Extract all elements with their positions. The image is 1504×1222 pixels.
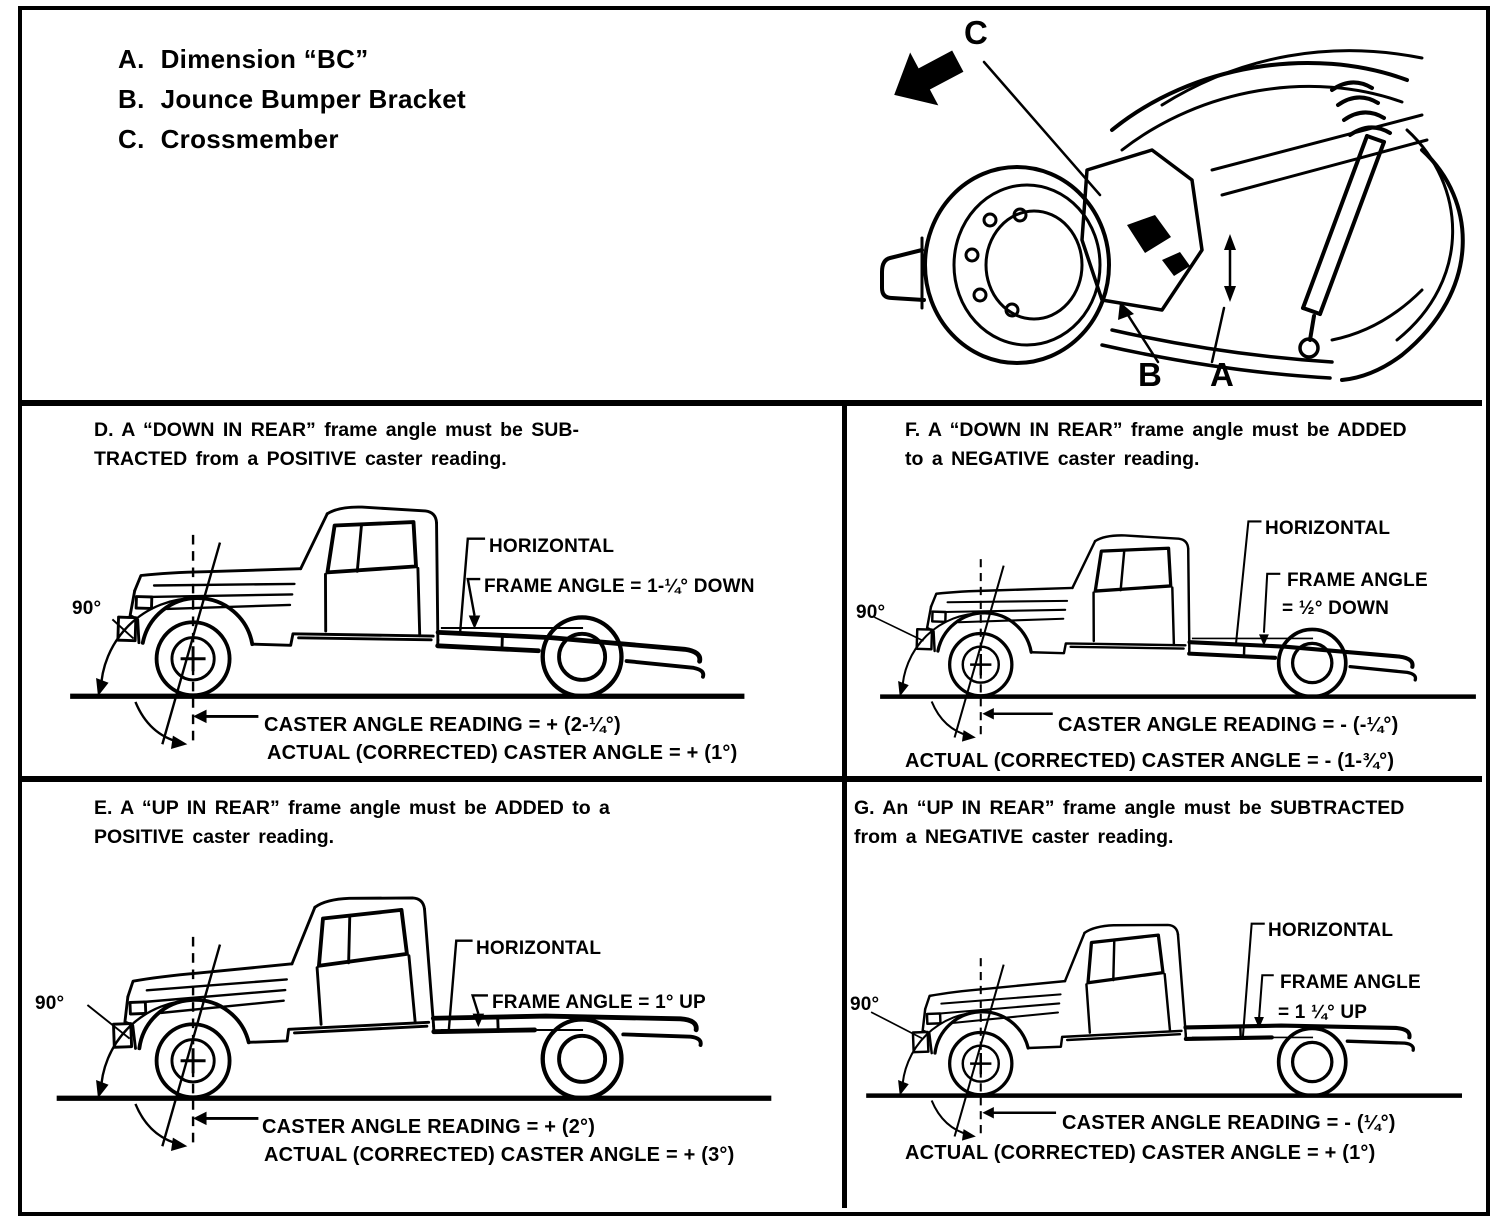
horizontal-label: HORIZONTAL	[1265, 518, 1391, 539]
quadrant-d	[24, 410, 840, 774]
suspension-illustration	[862, 10, 1487, 395]
actual-caster-label: ACTUAL (CORRECTED) CASTER ANGLE = + (1°)	[267, 742, 738, 764]
legend-item	[118, 124, 466, 155]
frame-angle-value: = ½° DOWN	[1282, 598, 1390, 619]
actual-caster-label: ACTUAL (CORRECTED) CASTER ANGLE = - (1-¾°)	[905, 750, 1395, 772]
legend-letter: A.	[118, 44, 145, 74]
quadrant-g	[850, 786, 1496, 1210]
horizontal-label: HORIZONTAL	[489, 536, 615, 557]
spindle	[882, 250, 924, 300]
legend-item	[118, 84, 466, 115]
direction-arrow-icon	[880, 35, 972, 122]
frame-angle-label: FRAME ANGLE	[1280, 972, 1421, 993]
horizontal-divider	[22, 400, 1482, 406]
shock-absorber	[1303, 136, 1367, 308]
horizontal-leader	[1236, 521, 1261, 642]
caster-reading-label: CASTER ANGLE READING = + (2-¼°)	[264, 714, 621, 736]
actual-caster-label: ACTUAL (CORRECTED) CASTER ANGLE = + (3°)	[264, 1144, 735, 1166]
frame-angle-leader	[1259, 975, 1274, 1018]
legend-label: Jounce Bumper Bracket	[160, 84, 467, 114]
horizontal-label: HORIZONTAL	[476, 938, 602, 959]
leader-c	[984, 62, 1100, 195]
quadrant-heading	[905, 416, 1407, 474]
heading-line-1: F. A “DOWN IN REAR” frame angle must be ADDED	[905, 419, 1407, 441]
frame-angle-leader	[1264, 574, 1280, 633]
frame-angle-leader	[473, 995, 488, 1013]
caster-reading-label: CASTER ANGLE READING = - (¼°)	[1062, 1112, 1396, 1134]
frame-angle-label: FRAME ANGLE = 1° UP	[492, 992, 706, 1013]
heading-line-1: D. A “DOWN IN REAR” frame angle must be SUB-	[94, 419, 579, 441]
heading-line-2: from a NEGATIVE caster reading.	[854, 826, 1174, 848]
deg90-leader	[112, 619, 133, 638]
legend-letter: C.	[118, 124, 145, 154]
part-label-b: B	[1138, 356, 1162, 393]
angle-90-label: 90°	[72, 598, 102, 619]
quadrant-heading	[94, 794, 610, 852]
caster-reading-label: CASTER ANGLE READING = + (2°)	[262, 1116, 596, 1138]
arc-arrowhead	[96, 678, 108, 696]
legend-label: Crossmember	[160, 124, 339, 154]
frame-angle-value: = 1 ¼° UP	[1278, 1002, 1368, 1023]
leader-a	[1212, 308, 1224, 362]
deg90-leader	[871, 1012, 922, 1038]
arc-arrowhead	[96, 1080, 108, 1098]
frame-angle-label: FRAME ANGLE = 1-¼° DOWN	[484, 576, 755, 597]
quadrant-f	[850, 410, 1496, 774]
arc-arrowhead	[898, 1080, 909, 1096]
heading-line-2: TRACTED from a POSITIVE caster reading.	[94, 448, 507, 470]
legend-label: Dimension “BC”	[160, 44, 369, 74]
heading-line-2: POSITIVE caster reading.	[94, 826, 335, 848]
angle-90-label: 90°	[856, 602, 886, 623]
crossmember-edge	[1212, 115, 1422, 170]
angle-90-label: 90°	[35, 993, 65, 1014]
legend	[118, 44, 466, 164]
frame-angle-label: FRAME ANGLE	[1287, 570, 1428, 591]
quadrant-heading	[854, 794, 1404, 852]
part-label-a: A	[1210, 356, 1234, 393]
heading-line-1: E. A “UP IN REAR” frame angle must be ADDED to a	[94, 797, 610, 819]
vertical-divider	[842, 400, 847, 1208]
actual-caster-label: ACTUAL (CORRECTED) CASTER ANGLE = + (1°)	[905, 1142, 1376, 1164]
heading-line-1: G. An “UP IN REAR” frame angle must be SUBTRACTED	[854, 797, 1405, 819]
heading-line-2: to a NEGATIVE caster reading.	[905, 448, 1200, 470]
arc-arrowhead	[898, 681, 909, 697]
deg90-leader	[87, 1005, 129, 1039]
legend-item	[118, 44, 466, 75]
legend-letter: B.	[118, 84, 145, 114]
caster-reading-label: CASTER ANGLE READING = - (-¼°)	[1058, 714, 1399, 736]
quadrant-e	[24, 786, 840, 1210]
horizontal-label: HORIZONTAL	[1268, 920, 1394, 941]
truck-side-view-diagram	[49, 454, 779, 754]
angle-90-label: 90°	[850, 994, 880, 1015]
horizontal-divider	[22, 776, 1482, 782]
frame-angle-leader	[468, 579, 480, 616]
part-label-c: C	[964, 14, 988, 51]
